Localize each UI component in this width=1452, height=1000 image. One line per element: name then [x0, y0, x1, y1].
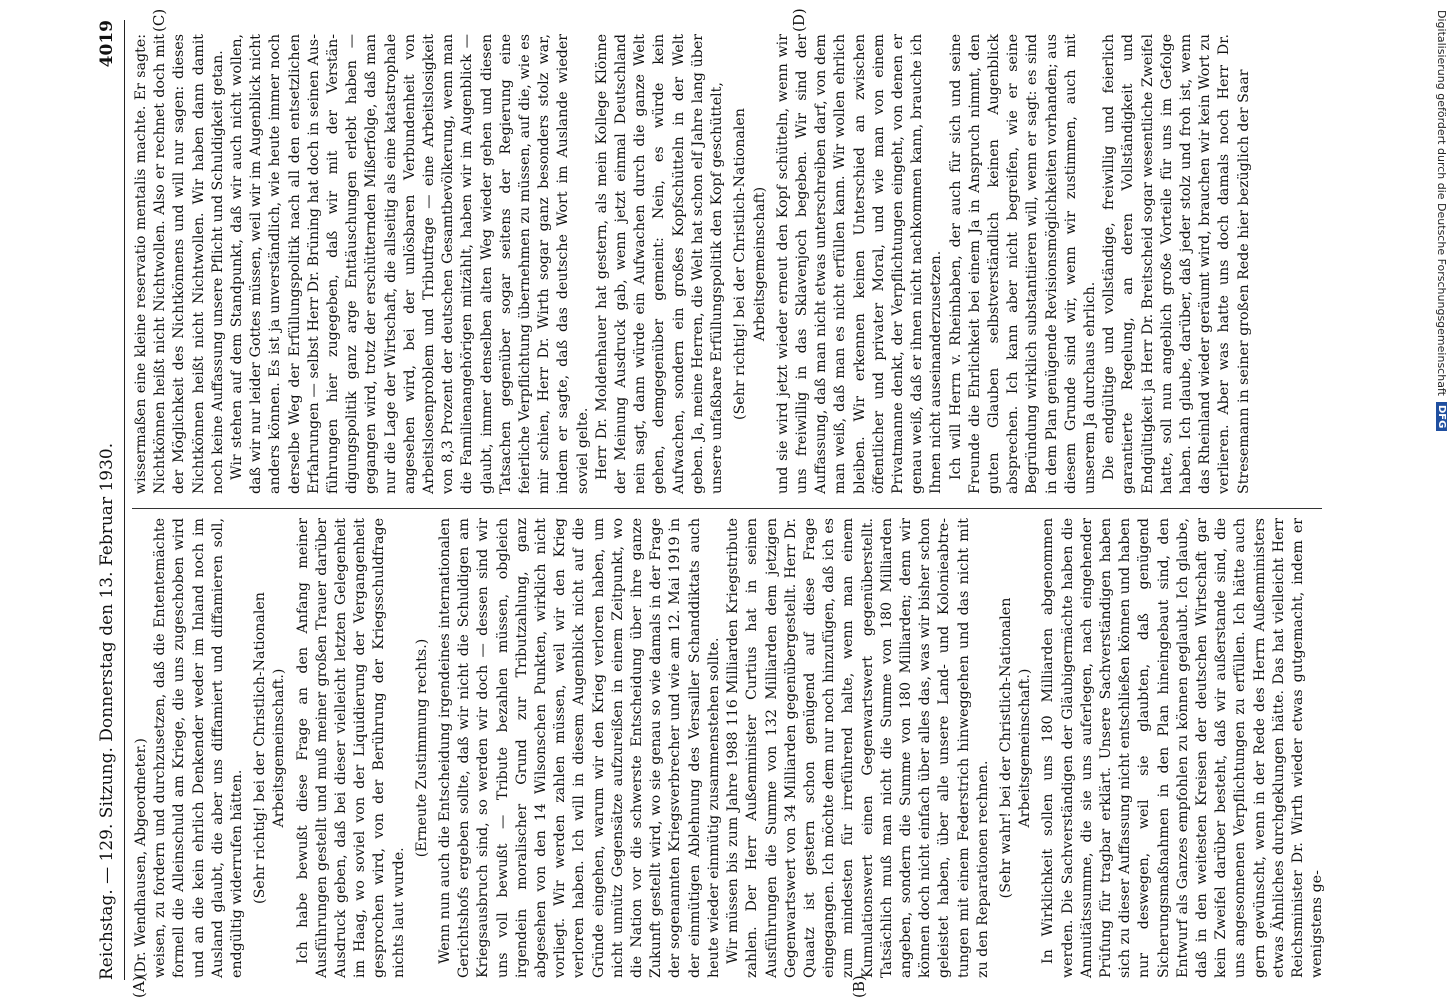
margin-mark-c: (C) [150, 8, 168, 32]
interjection: (Sehr richtig! bei der Christlich-Nationalen Arbeitsgemeinschaft) [732, 108, 768, 420]
paragraph: Wir stehen auf dem Standpunkt, daß wir auch nicht wollen, daß wir nur leider Gottes müssen, weil wir im Augenblick nicht anders können. Es ist ja unverständlich, wie heute immer noch derselbe Weg der Erfüllungspolitik nach all den entsetzlichen Erfahrungen — selbst Herr Dr. Brüning hat doch in seinen Ausführungen hier zugegeben, daß wir mit der Verständigungspolitik ganz arge Enttäuschungen erlebt haben — gegangen wird, trotz der erschütternden Mißerfolge, daß man nur die Lage der Wirtschaft, die allseitig als eine katastrophale angesehen wird, bei der unlösbaren Verbundenheit von Arbeitslosenproblem und Tributfrage — eine Arbeitslosigkeit von 8,3 Prozent der deutschen Gesamtbevölkerung, wenn man die Familienangehörigen mitzählt, haben wir im Augenblick — glaubt, immer denselben alten Weg wieder gehen und diesen Tatsachen gegenüber sogar seitens der Regierung eine feierliche Verpflichtung übernehmen zu müssen, auf die, wie es mir schien, Herr Dr. Wirth sogar ganz besonders stolz war, indem er sagte, daß das deutsche Wort im Auslande wieder soviel gelte. [229, 34, 591, 494]
paragraph: Wir müssen bis zum Jahre 1988 116 Milliarden Kriegstribute zahlen. Der Herr Außenminister Curtius hat in seinen Ausführungen die Summe von 132 Milliarden dem jetzigen Gegenwartswert von 34 Milliarden gegenübergestellt. Herr Dr. Quaatz ist gestern schon genügend auf diese Frage eingegangen. Ich möchte dem nur noch hinzufügen, daß ich es zum mindesten für irreführend halte, wenn man einem Kumulationswert einen Gegenwartswert gegenüberstellt. Tatsächlich muß man nicht die Summe von 180 Milliarden angeben, sondern die Summe von 180 Milliarden; denn wir können doch nicht einfach über alles das, was wir bisher schon geleistet haben, über alle unsere Land- und Kolonieabtretungen mit einem Federstrich hinweggehen und das nicht mit zu den Reparationen rechnen. [725, 518, 991, 978]
paragraph: weisen, zu fordern und durchzusetzen, daß die Ententemächte formell die Alleinschuld am Kriege, die uns zugeschoben wird und an die kein ehrlich Denkender weder im Inland noch im Ausland glaubt, die aber uns diffamiert und diffamieren soll, endgültig widerrufen hätten. [152, 518, 246, 978]
newspaper-page [90, 0, 1370, 1000]
interjection: (Erneute Zustimmung rechts.) [413, 638, 430, 858]
speaker-line: (Dr. Wendhausen, Abgeordneter.) [133, 738, 149, 978]
digitization-watermark [1412, 10, 1452, 990]
margin-mark-b: (B) [850, 975, 868, 998]
header-title: Reichstag. — 129. Sitzung. Donnerstag den 13. Februar 1930. [97, 442, 117, 980]
left-column [132, 518, 1362, 978]
column-divider [132, 508, 1322, 509]
paragraph: In Wirklichkeit sollen uns 180 Milliarden abgenommen werden. Die Sachverständigen der Gläubigermächte haben die Annuitätssumme, die sie uns auferlegen, nach eingehender Prüfung für tragbar erklärt. Unsere Sachverständigen haben sich zu dieser Auffassung nicht entschließen können und haben nur deswegen, weil sie glaubten, daß genügend Sicherungsmaßnahmen in den Plan hineingebaut sind, den Entwurf als Ganzes empfohlen zu können geglaubt. Ich glaube, daß in den weitesten Kreisen der deutschen Wirtschaft gar kein Zweifel darüber besteht, daß wir außerstande sind, die uns angesonnenen Verpflichtungen zu erfüllen. Ich hätte auch gern gewünscht, wenn in der Rede des Herrn Außenministers etwas Ähnliches durchgeklungen hätte. Das hat vielleicht Herr Reichsminister Dr. Wirth wieder etwas gutgemacht, indem er wenigstens ge- [1040, 518, 1326, 978]
paragraph: wissermaßen eine kleine reservatio mentalis machte. Er sagte: Nichtkönnen heißt nicht Nichtwollen. Also er rechnet doch mit der Möglichkeit des Nichtkönnens und will nur sagen: dieses Nichtkönnen heißt nicht Nichtwollen. Wir haben dann damit noch keine Auffassung unsere Pflicht und Schuldigkeit getan. [133, 34, 226, 494]
paragraph: Ich habe bewußt diese Frage an den Anfang meiner Ausführungen gestellt und muß meiner großen Trauer darüber Ausdruck geben, daß bei dieser vielleicht letzten Gelegenheit im Haag, wo soviel von der Liquidierung der Vergangenheit gesprochen wird, von der Berührung der Kriegsschuldfrage nichts laut wurde. [294, 518, 407, 978]
page-number: 4019 [97, 20, 117, 68]
paragraph: Die endgültige und vollständige, freiwillig und feierlich garantierte Regelung, an deren Vollständigkeit und Endgültigkeit ja Herr Dr. Breitscheid sogar wesentliche Zweifel hatte, soll nun angeblich große Vorteile für uns im Gefolge haben. Ich glaube, darüber, daß jeder stolz und froh ist, wenn das Rheinland wieder geräumt wird, brauchen wir kein Wort zu verlieren. Aber was hatte uns doch damals noch Herr Dr. Stresemann in seiner großen Rede hier bezüglich der Saar [1101, 34, 1252, 494]
watermark-text: Digitalisierung gefördert durch die Deutsche Forschungsgemeinschaft [1435, 10, 1449, 396]
right-column [132, 34, 1362, 494]
margin-mark-a: (A) [130, 975, 148, 998]
dfg-logo: DFG [1437, 402, 1448, 431]
paragraph: Wenn nun auch die Entscheidung irgendeines internationalen Gerichtshofs ergeben sollte, daß wir nicht die Schuldigen am Kriegsausbruch sind, so werden wir doch — dessen sind wir uns voll bewußt — Tribute bezahlen müssen, obgleich irgendein moralischer Grund zur Tributzahlung, ganz abgesehen von den 14 Wilsonschen Punkten, wirklich nicht vorliegt. Wir werden zahlen müssen, weil wir den Krieg verloren haben. Ich will in diesem Augenblick nicht auf die Gründe eingehen, warum wir den Krieg verloren haben, um nicht unnütz Gegensätze aufzureißen in einem Zeitpunkt, wo die Nation vor die schwerste Entscheidung über ihre ganze Zukunft gestellt wird, wo sie genau so wie damals in der Frage der sogenannten Kriegsverbrecher und wie am 12. Mai 1919 in der einmütigen Ablehnung des Versailler Schanddiktats auch heute wieder einmütig zusammenstehen sollte. [437, 518, 722, 978]
page-header [90, 20, 125, 980]
interjection: (Sehr richtig! bei der Christlich-Nationalen Arbeitsgemeinschaft.) [252, 592, 288, 904]
paragraph: Ich will Herrn v. Rheinbaben, der auch für sich und seine Freunde die Ehrlichkeit bei einem Ja in Anspruch nimmt, den guten Glauben selbstverständlich keinen Augenblick absprechen. Ich kann aber nicht begreifen, wie er seine Begründung wirklich substantiieren will, wenn er sagt: es sind in dem Plan genügende Revisionsmöglichkeiten vorhanden; aus diesem Grunde sind wir, wenn wir zustimmen, auch mit unserem Ja durchaus ehrlich. [947, 34, 1098, 494]
margin-mark-d: (D) [790, 8, 808, 32]
interjection: (Sehr wahr! bei der Christlich-Nationalen Arbeitsgemeinschaft.) [997, 597, 1034, 899]
paragraph: Herr Dr. Moldenhauer hat gestern, als mein Kollege Klönne der Meinung Ausdruck gab, wenn jetzt einmal Deutschland nein sagt, dann würde ein Aufwachen durch die ganze Welt gehen, demgegenüber gemeint: Nein, es würde kein Aufwachen, sondern ein großes Kopfschütteln in der Welt geben. Ja, meine Herren, die Welt hat schon elf Jahre lang über unsere unfaßbare Erfüllungspolitik den Kopf geschüttelt, [593, 34, 726, 494]
paragraph: und sie wird jetzt wieder erneut den Kopf schütteln, wenn wir uns freiwillig in das Sklavenjoch begeben. Wir sind der Auffassung, daß man nicht etwas unterschreiben darf, von dem man weiß, daß man es nicht erfüllen kann. Wir wollen ehrlich bleiben. Wir erkennen keinen Unterschied an zwischen öffentlicher und privater Moral, und wie man von einem Privatmanne denkt, der Verpflichtungen eingeht, von denen er genau weiß, daß er ihnen nicht nachkommen kann, brauche ich Ihnen nicht auseinanderzusetzen. [774, 34, 945, 494]
